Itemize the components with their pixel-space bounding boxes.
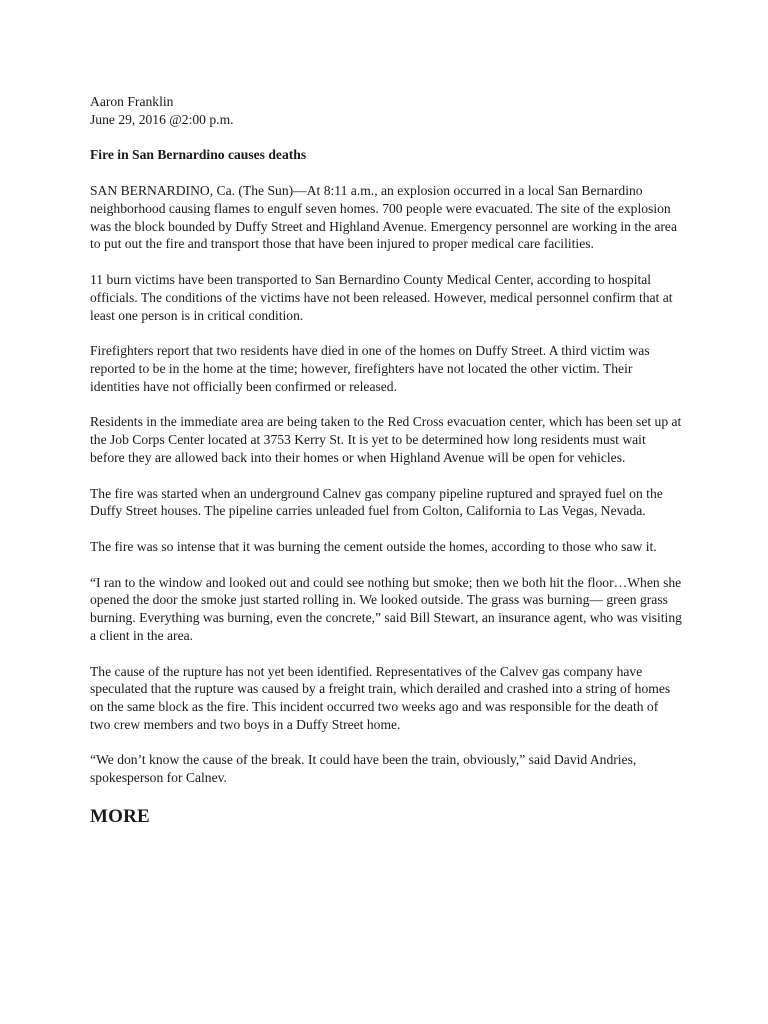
author-name: Aaron Franklin (90, 94, 174, 109)
article-page (90, 93, 682, 829)
article-paragraph-spokesperson-quote: “We don’t know the cause of the break. It could have been the train, obviously,” said David Andries, spokesperson for Calnev. (90, 752, 637, 786)
byline (90, 93, 682, 129)
article-paragraph-pipeline: The fire was started when an underground Calnev gas company pipeline ruptured and sprayed fuel on the Duffy Street houses. The pipeline carries unleaded fuel from Colton, California to Las Vegas, Nevada. (90, 485, 663, 519)
more-label: MORE (90, 805, 150, 827)
article-paragraph-victims: 11 burn victims have been transported to San Bernardino County Medical Center, according to hospital officials. The conditions of the victims have not been released. However, medical personnel confirm that at least one person is in critical condition. (90, 271, 673, 323)
article-paragraph-evacuation: Residents in the immediate area are being taken to the Red Cross evacuation center, which has been set up at the Job Corps Center located at 3753 Kerry St. It is yet to be determined how long residents must wait before they are allowed back into their homes or when Highland Avenue will be open for vehicles. (90, 414, 682, 465)
dateline: June 29, 2016 @2:00 p.m. (90, 111, 234, 127)
article-headline: Fire in San Bernardino causes deaths (90, 147, 307, 163)
article-paragraph-witness-quote: “I ran to the window and looked out and could see nothing but smoke; then we both hit the floor…When she opened the door the smoke just started rolling in. We looked outside. The grass was burning— green grass burning. Everything was burning, even the concrete,” said Bill Stewart, an insurance agent, who was visiting a client in the area. (90, 574, 682, 643)
article-paragraph-lede: SAN BERNARDINO, Ca. (The Sun)—At 8:11 a.m., an explosion occurred in a local San Bernardino neighborhood causing flames to engulf seven homes. 700 people were evacuated. The site of the explosion was the block bounded by Duffy Street and Highland Avenue. Emergency personnel are working in the area to put out the fire and transport those that have been injured to proper medical care facilities. (90, 182, 677, 252)
article-paragraph-cause: The cause of the rupture has not yet been identified. Representatives of the Calvev gas company have speculated that the rupture was caused by a freight train, which derailed and crashed into a string of homes on the same block as the fire. This incident occurred two weeks ago and was responsible for the death of two crew members and two boys in a Duffy Street home. (90, 663, 671, 732)
article-paragraph-intensity: The fire was so intense that it was burning the cement outside the homes, according to those who saw it. (90, 538, 657, 554)
article-paragraph-deaths: Firefighters report that two residents have died in one of the homes on Duffy Street. A third victim was reported to be in the home at the time; however, firefighters have not located the other victim. Their identities have not officially been confirmed or released. (90, 343, 650, 394)
